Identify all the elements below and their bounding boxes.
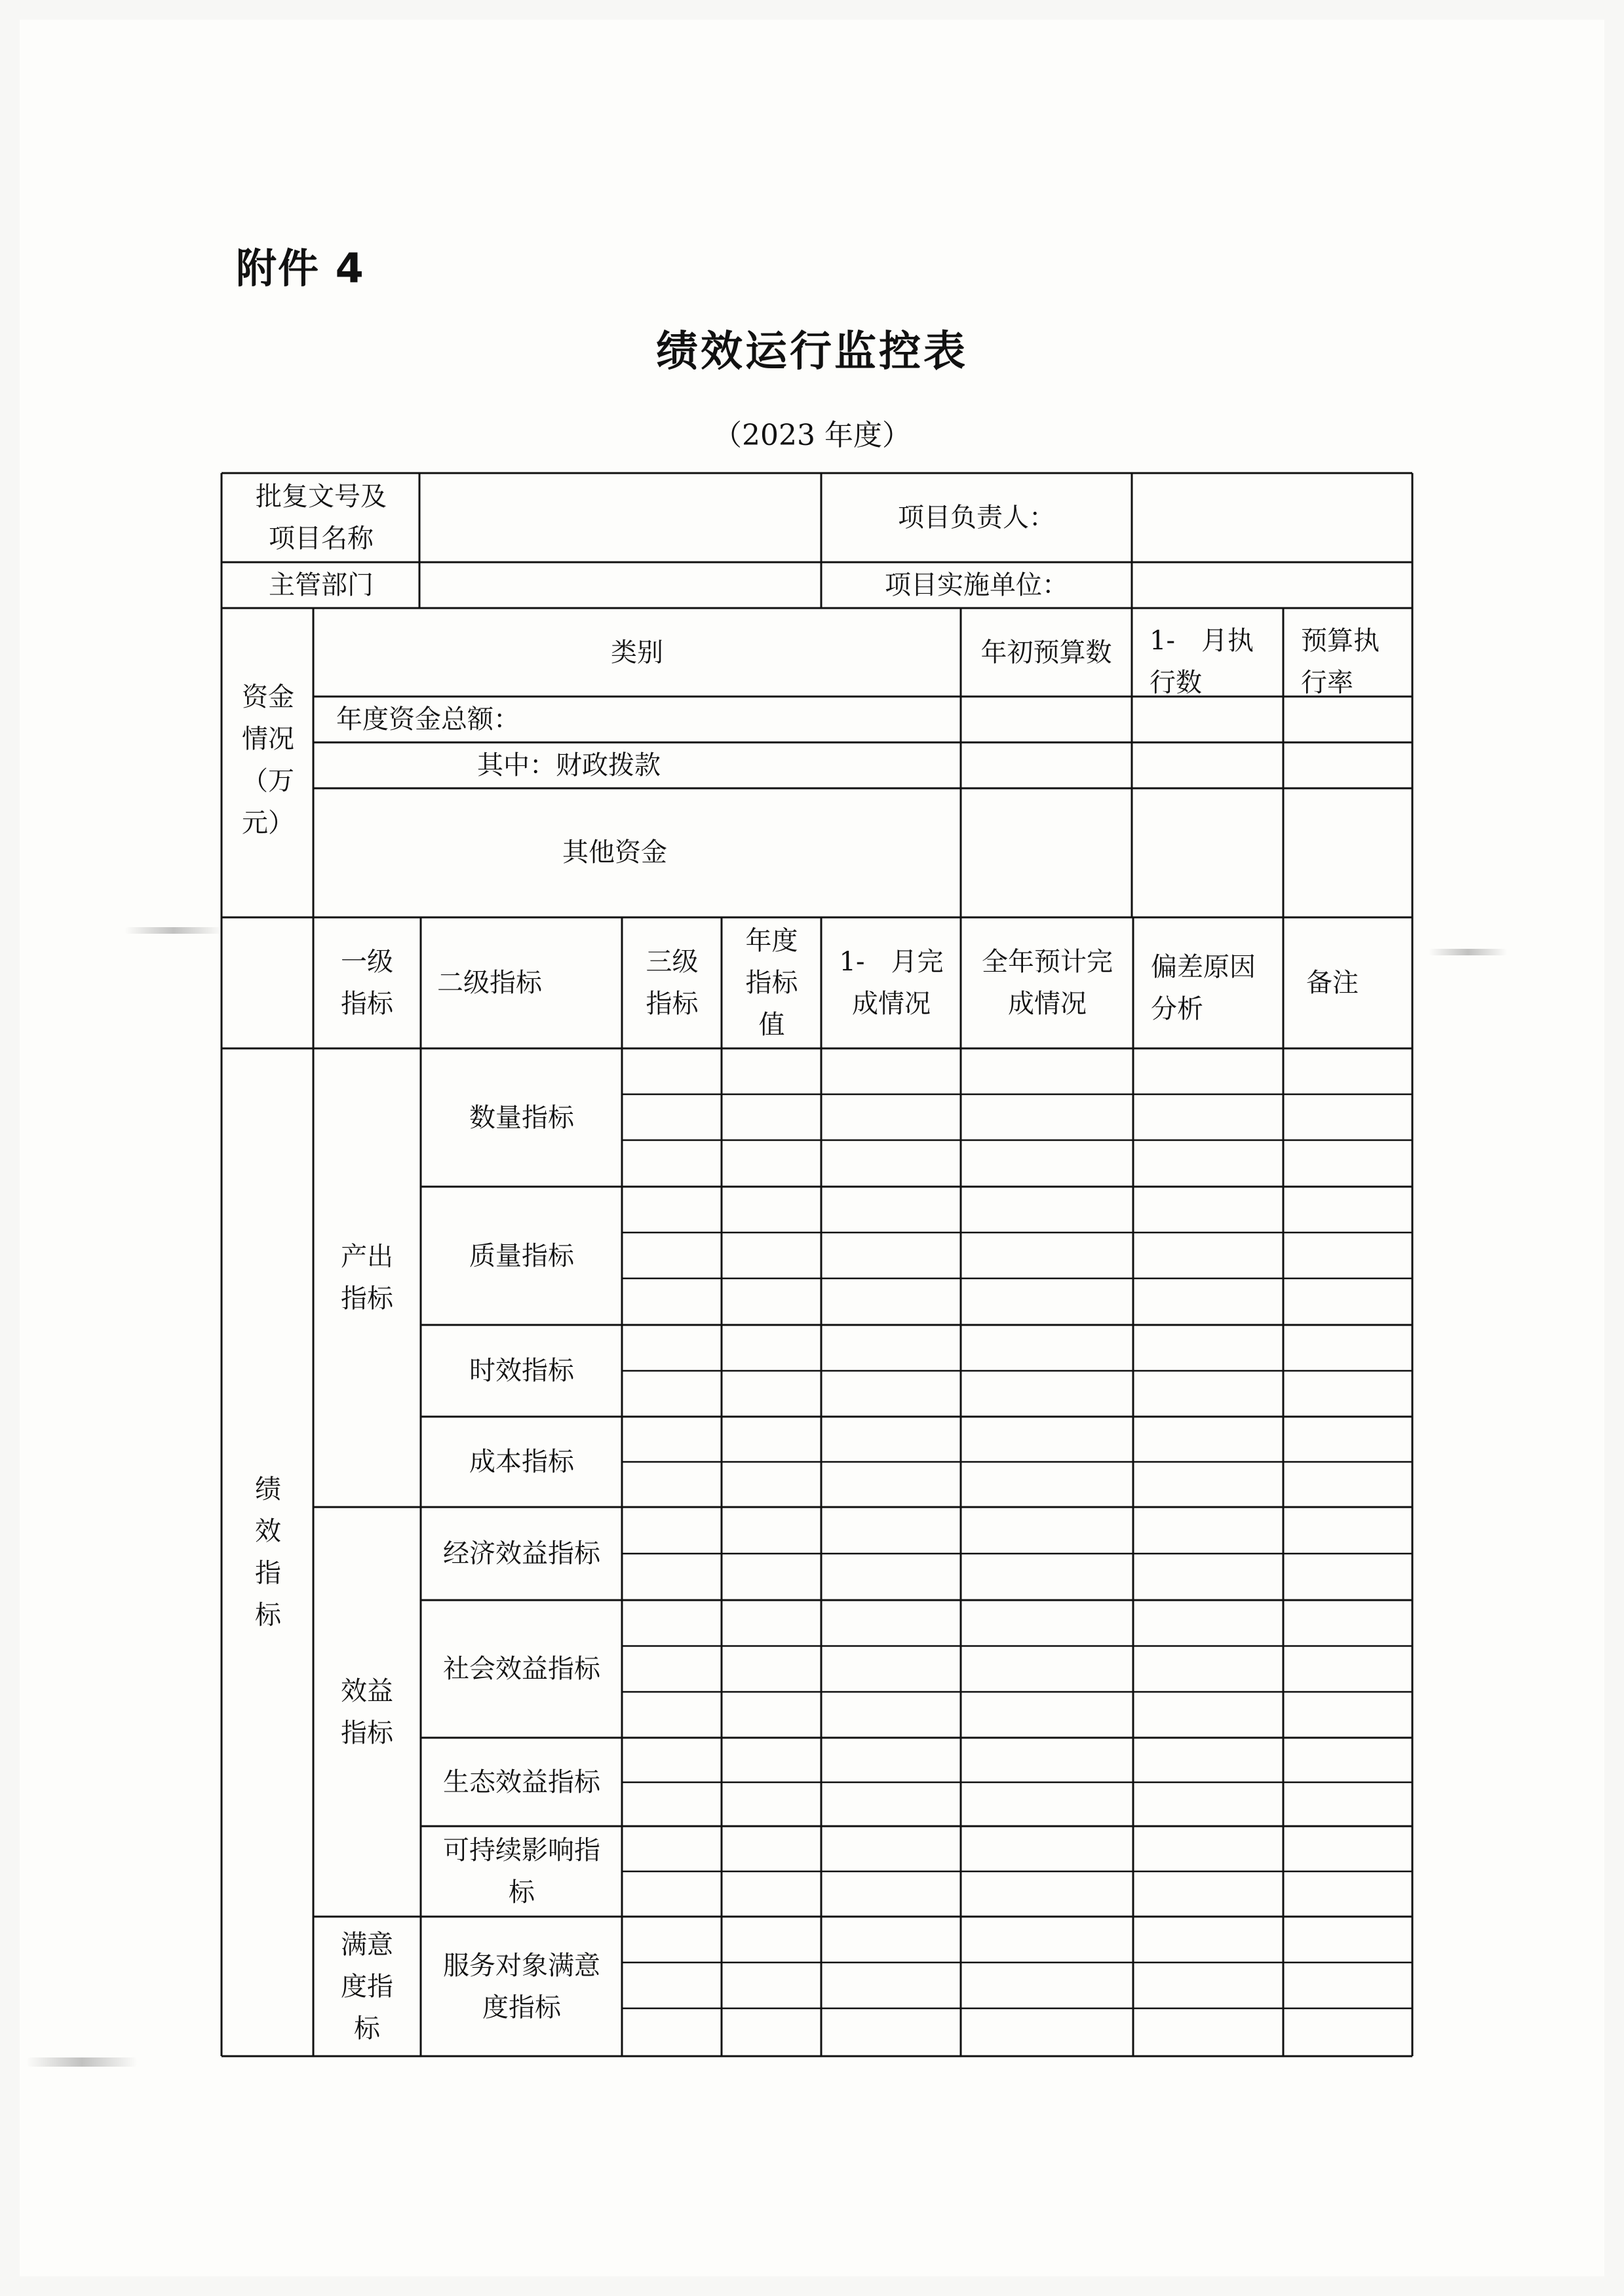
- funds-row-total: 年度资金总额：: [336, 704, 520, 735]
- project-owner-value[interactable]: [1135, 476, 1409, 560]
- col-deviation: 偏差原因分析: [1151, 952, 1256, 1024]
- funds-col-category: 类别: [611, 637, 663, 668]
- indicators-section-label: 绩效指标: [255, 1474, 281, 1630]
- col-remarks: 备注: [1306, 968, 1359, 998]
- level2-economic: 经济效益指标: [443, 1539, 600, 1569]
- implementation-unit-label: 项目实施单位：: [885, 570, 1068, 600]
- level2-timeliness: 时效指标: [469, 1356, 574, 1386]
- level2-quantity: 数量指标: [469, 1102, 574, 1133]
- funds-row-fiscal: 其中：财政拨款: [477, 750, 661, 780]
- department-value[interactable]: [423, 565, 819, 605]
- funds-col-initial-budget: 年初预算数: [980, 637, 1112, 668]
- level2-quality: 质量指标: [469, 1240, 574, 1271]
- level2-ecological: 生态效益指标: [443, 1767, 600, 1797]
- col-level3: 三级指标: [646, 947, 699, 1019]
- col-completion: 1- 月完成情况: [839, 947, 944, 1019]
- funds-col-executed: 1- 月执行数: [1150, 626, 1254, 698]
- col-level1: 一级指标: [341, 947, 393, 1019]
- level2-cost: 成本指标: [469, 1447, 574, 1477]
- col-level2: 二级指标: [437, 968, 542, 998]
- implementation-unit-value[interactable]: [1135, 565, 1409, 605]
- col-annual-target: 年度指标值: [745, 926, 798, 1040]
- project-owner-label: 项目负责人：: [898, 503, 1055, 533]
- department-label: 主管部门: [269, 570, 374, 600]
- level1-output: 产出指标: [341, 1242, 393, 1314]
- level2-service-satisfaction: 服务对象满意度指标: [443, 1950, 600, 2023]
- col-forecast: 全年预计完成情况: [982, 947, 1113, 1019]
- approval-value[interactable]: [423, 476, 819, 560]
- approval-label: 批复文号及项目名称: [256, 482, 387, 554]
- funds-section-label: 资金情况（万元）: [242, 682, 294, 838]
- page-title: 绩效运行监控表: [656, 328, 968, 376]
- funds-col-exec-rate: 预算执行率: [1301, 626, 1380, 698]
- level2-social: 社会效益指标: [443, 1654, 600, 1684]
- attachment-label: 附件 4: [236, 244, 365, 292]
- year-subtitle: （2023 年度）: [713, 419, 911, 452]
- level2-sustainable: 可持续影响指标: [443, 1835, 600, 1907]
- funds-row-other: 其他资金: [562, 837, 667, 868]
- level1-satisfaction: 满意度指标: [341, 1929, 393, 2044]
- level1-benefit: 效益指标: [341, 1675, 393, 1748]
